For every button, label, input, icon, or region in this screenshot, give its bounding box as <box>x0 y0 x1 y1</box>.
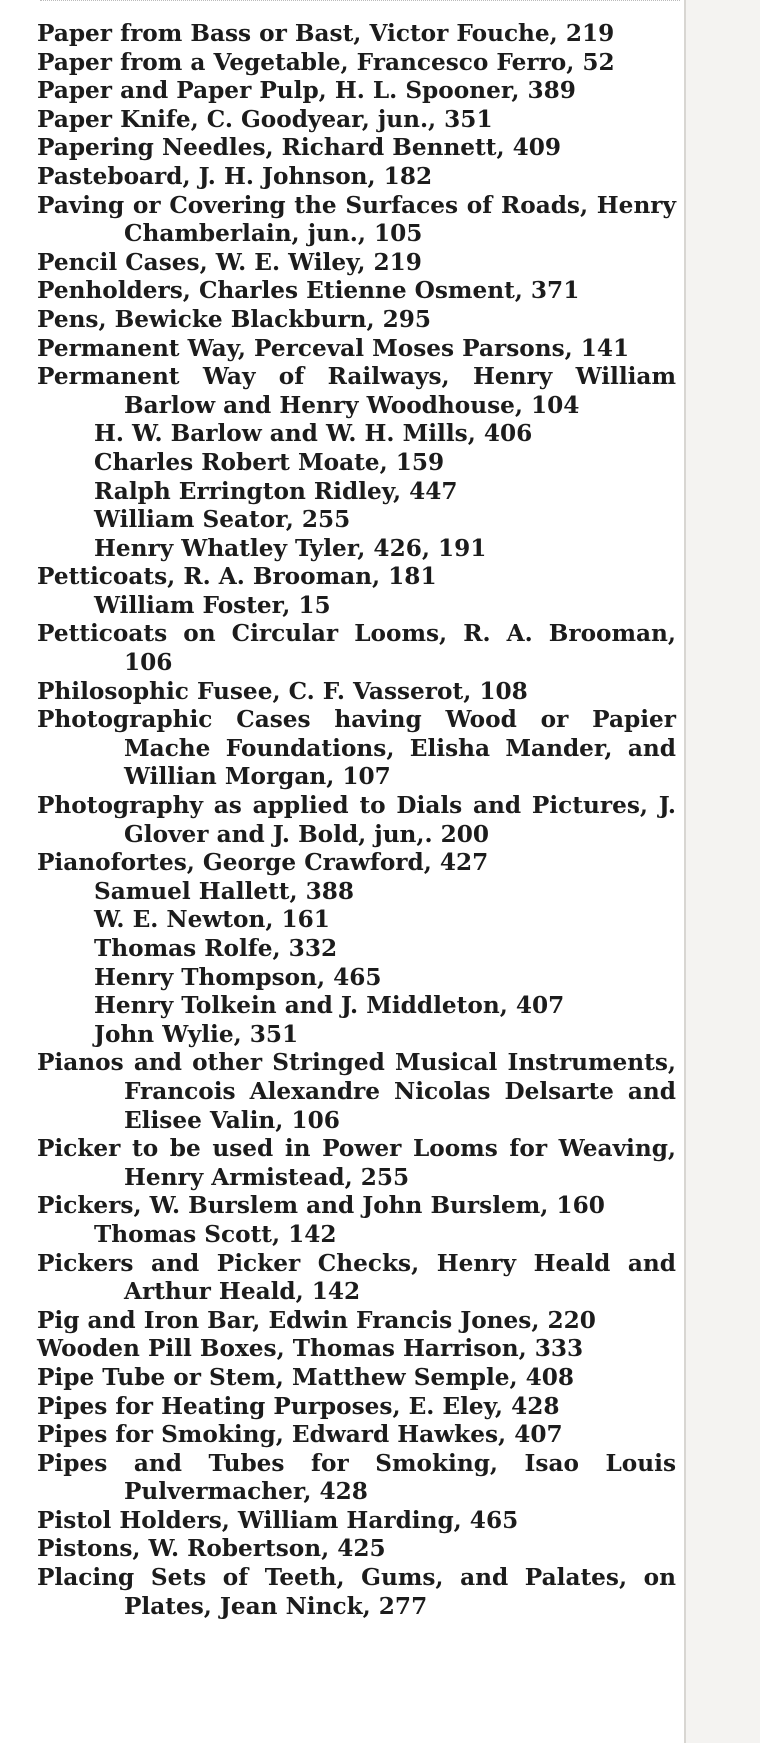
index-subentry: William Seator, 255 <box>94 506 351 534</box>
index-entry: Picker to be used in Power Looms for Weaving, Henry Armistead, 255 <box>37 1135 676 1191</box>
index-subentry: W. E. Newton, 161 <box>94 906 330 934</box>
index-entry: Pianofortes, George Crawford, 427 <box>37 849 489 877</box>
index-entry: Penholders, Charles Etienne Osment, 371 <box>37 277 580 305</box>
index-subentry: Henry Thompson, 465 <box>94 963 382 991</box>
index-subentry: Ralph Errington Ridley, 447 <box>94 477 458 505</box>
index-entry: Pickers and Picker Checks, Henry Heald and Arthur Heald, 142 <box>37 1249 676 1306</box>
index-entry: Petticoats on Circular Looms, R. A. Brooman, 106 <box>37 620 676 677</box>
index-entry: Pipes for Smoking, Edward Hawkes, 407 <box>37 1421 563 1449</box>
index-subentry: John Wylie, 351 <box>94 1020 299 1048</box>
index-entry: Wooden Pill Boxes, Thomas Harrison, 333 <box>37 1335 584 1363</box>
index-subentry: Samuel Hallett, 388 <box>94 877 355 905</box>
index-entry: Pasteboard, J. H. Johnson, 182 <box>37 162 433 190</box>
index-entry: Paper from a Vegetable, Francesco Ferro, 52 <box>37 48 615 76</box>
index-subentry: William Foster, 15 <box>94 591 331 619</box>
index-entry: Permanent Way of Railways, Henry William Barlow and Henry Woodhouse, 104 <box>37 363 676 419</box>
index-entry: Paving or Covering the Surfaces of Roads, Henry Chamberlain, jun., 105 <box>37 191 676 248</box>
index-entry: Petticoats, R. A. Brooman, 181 <box>37 563 437 591</box>
facing-page-edge <box>686 0 760 1743</box>
index-entry: Pipes and Tubes for Smoking, Isao Louis Pulvermacher, 428 <box>37 1449 676 1506</box>
index-entry: Photographic Cases having Wood or Papier Mache Foundations, Elisha Mander, and Willian Morgan, 107 <box>37 706 676 791</box>
index-entry: Pens, Bewicke Blackburn, 295 <box>37 305 432 333</box>
index-entry: Philosophic Fusee, C. F. Vasserot, 108 <box>37 677 528 705</box>
index-entry: Paper and Paper Pulp, H. L. Spooner, 389 <box>37 77 576 105</box>
index-entry: Placing Sets of Teeth, Gums, and Palates, on Plates, Jean Ninck, 277 <box>37 1564 676 1620</box>
index-column <box>0 20 684 1621</box>
index-entry: Pig and Iron Bar, Edwin Francis Jones, 220 <box>37 1306 596 1334</box>
index-subentry: Thomas Rolfe, 332 <box>94 935 338 962</box>
index-entry: Pipes for Heating Purposes, E. Eley, 428 <box>37 1392 560 1420</box>
index-entry: Pistons, W. Robertson, 425 <box>37 1535 386 1563</box>
index-entry: Papering Needles, Richard Bennett, 409 <box>37 134 562 162</box>
index-entry: Pencil Cases, W. E. Wiley, 219 <box>37 248 422 276</box>
index-subentry: Thomas Scott, 142 <box>94 1220 337 1248</box>
index-subentry: Henry Whatley Tyler, 426, 191 <box>94 534 487 562</box>
index-entry: Pipe Tube or Stem, Matthew Semple, 408 <box>37 1363 575 1391</box>
index-entry: Photography as applied to Dials and Pictures, J. Glover and J. Bold, jun,. 200 <box>37 792 676 848</box>
index-subentry: Henry Tolkein and J. Middleton, 407 <box>94 992 565 1020</box>
index-entry: Pianos and other Stringed Musical Instruments, Francois Alexandre Nicolas Delsarte and Elisee Valin, 106 <box>37 1049 676 1134</box>
index-entry: Paper Knife, C. Goodyear, jun., 351 <box>37 105 493 133</box>
index-entry: Permanent Way, Perceval Moses Parsons, 141 <box>37 334 630 362</box>
index-entry: Paper from Bass or Bast, Victor Fouche, 219 <box>37 20 615 47</box>
index-entry: Pistol Holders, William Harding, 465 <box>37 1506 519 1534</box>
index-subentry: H. W. Barlow and W. H. Mills, 406 <box>94 420 533 448</box>
index-subentry: Charles Robert Moate, 159 <box>94 448 445 476</box>
index-entry: Pickers, W. Burslem and John Burslem, 160 <box>37 1192 605 1220</box>
page-top-edge <box>40 0 680 7</box>
